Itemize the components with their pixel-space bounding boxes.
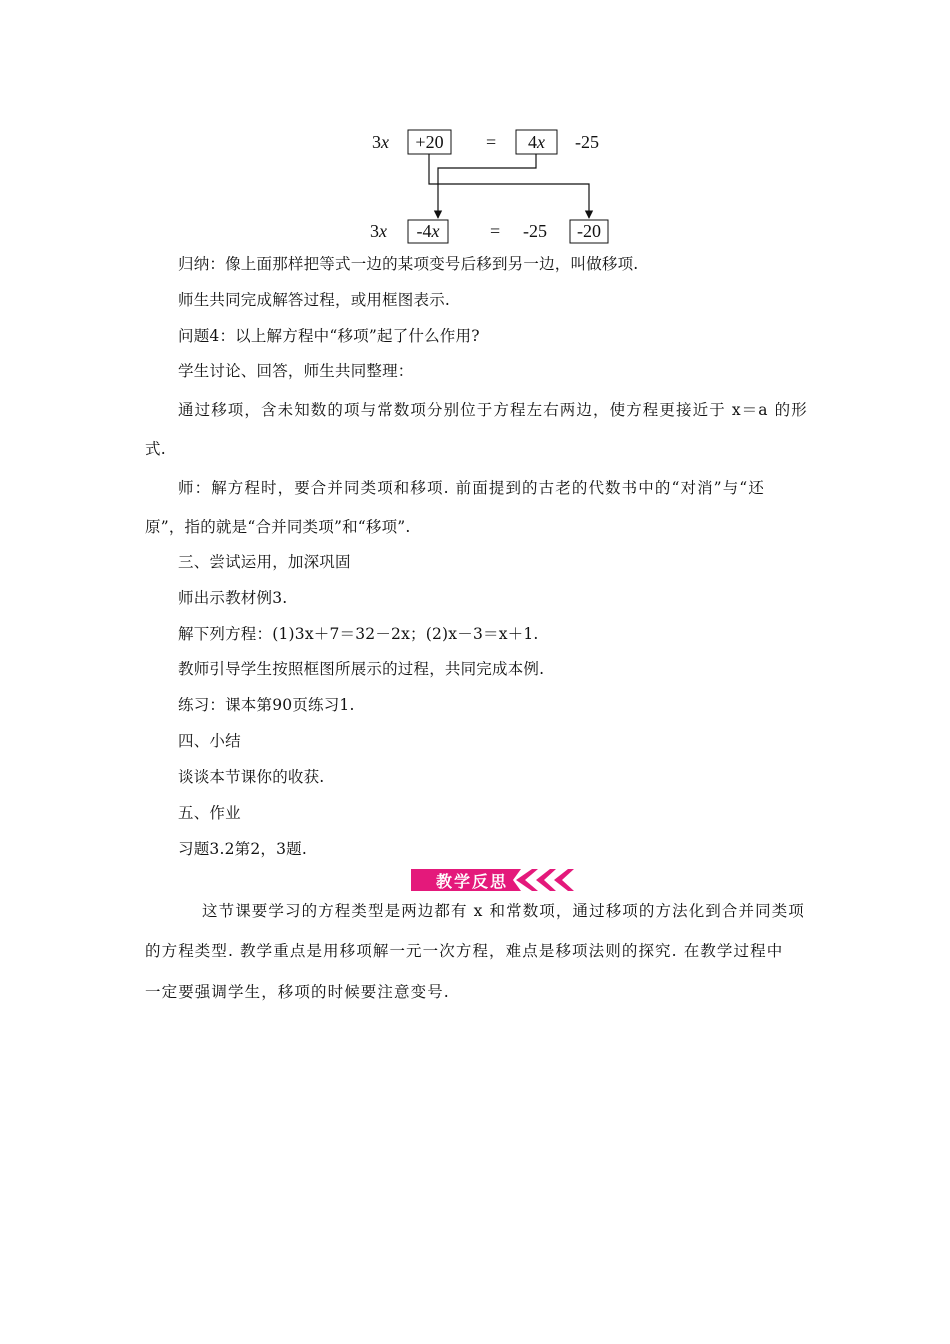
- top-term-minus25: -25: [575, 132, 599, 152]
- bottom-term-minus25: -25: [523, 221, 547, 241]
- paragraph-transposition-line2: 式.: [145, 440, 166, 458]
- paragraph-teacher-line2: 原”，指的就是“合并同类项”和“移项”.: [145, 518, 411, 536]
- chevron-left-icon: [554, 869, 574, 891]
- arrow-plus20-to-minus20: [429, 154, 589, 218]
- paragraph-equations: 解下列方程：(1)3x＋7＝32－2x；(2)x－3＝x＋1.: [178, 625, 539, 643]
- arrow-4x-to-minus4x: [438, 154, 536, 218]
- chevron-left-icon: [536, 869, 556, 891]
- bottom-term-3x: 3x: [370, 221, 387, 241]
- section-heading-4: 四、小结: [178, 732, 241, 750]
- section-heading-3: 三、尝试运用，加深巩固: [178, 553, 351, 571]
- bottom-box2-text: -20: [577, 221, 601, 241]
- reflection-banner: [409, 867, 579, 893]
- paragraph-teacher-line1: 师：解方程时，要合并同类项和移项. 前面提到的古老的代数书中的“对消”与“还: [178, 479, 765, 497]
- question-4: 问题4：以上解方程中“移项”起了什么作用?: [178, 327, 480, 345]
- reflection-title: 教学反思: [435, 872, 508, 891]
- paragraph-guidance: 教师引导学生按照框图所展示的过程，共同完成本例.: [178, 660, 545, 678]
- top-equals: =: [486, 132, 497, 152]
- reflection-line2: 的方程类型. 教学重点是用移项解一元一次方程，难点是移项法则的探究. 在教学过程中: [145, 942, 784, 960]
- top-box1-text: +20: [415, 132, 444, 152]
- bottom-equals: =: [490, 221, 501, 241]
- paragraph-transposition-line1: 通过移项，含未知数的项与常数项分别位于方程左右两边，使方程更接近于 x＝a 的形: [178, 401, 808, 419]
- paragraph-harvest: 谈谈本节课你的收获.: [178, 768, 325, 786]
- paragraph-discussion: 学生讨论、回答，师生共同整理：: [178, 362, 414, 380]
- paragraph-example3: 师出示教材例3.: [178, 589, 288, 607]
- top-box2-text: 4x: [528, 132, 545, 152]
- paragraph-joint-solution: 师生共同完成解答过程，或用框图表示.: [178, 291, 451, 309]
- summary-paragraph: 归纳：像上面那样把等式一边的某项变号后移到另一边，叫做移项.: [178, 255, 639, 273]
- reflection-line1: 这节课要学习的方程类型是两边都有 x 和常数项，通过移项的方法化到合并同类项: [202, 902, 805, 920]
- reflection-line3: 一定要强调学生，移项的时候要注意变号.: [145, 983, 450, 1001]
- bottom-box1-text: -4x: [416, 221, 440, 241]
- top-term-3x: 3x: [372, 132, 389, 152]
- paragraph-exercise: 练习：课本第90页练习1.: [178, 696, 355, 714]
- section-heading-5: 五、作业: [178, 804, 241, 822]
- transposition-diagram: [0, 0, 950, 250]
- paragraph-homework: 习题3.2第2，3题.: [178, 840, 308, 858]
